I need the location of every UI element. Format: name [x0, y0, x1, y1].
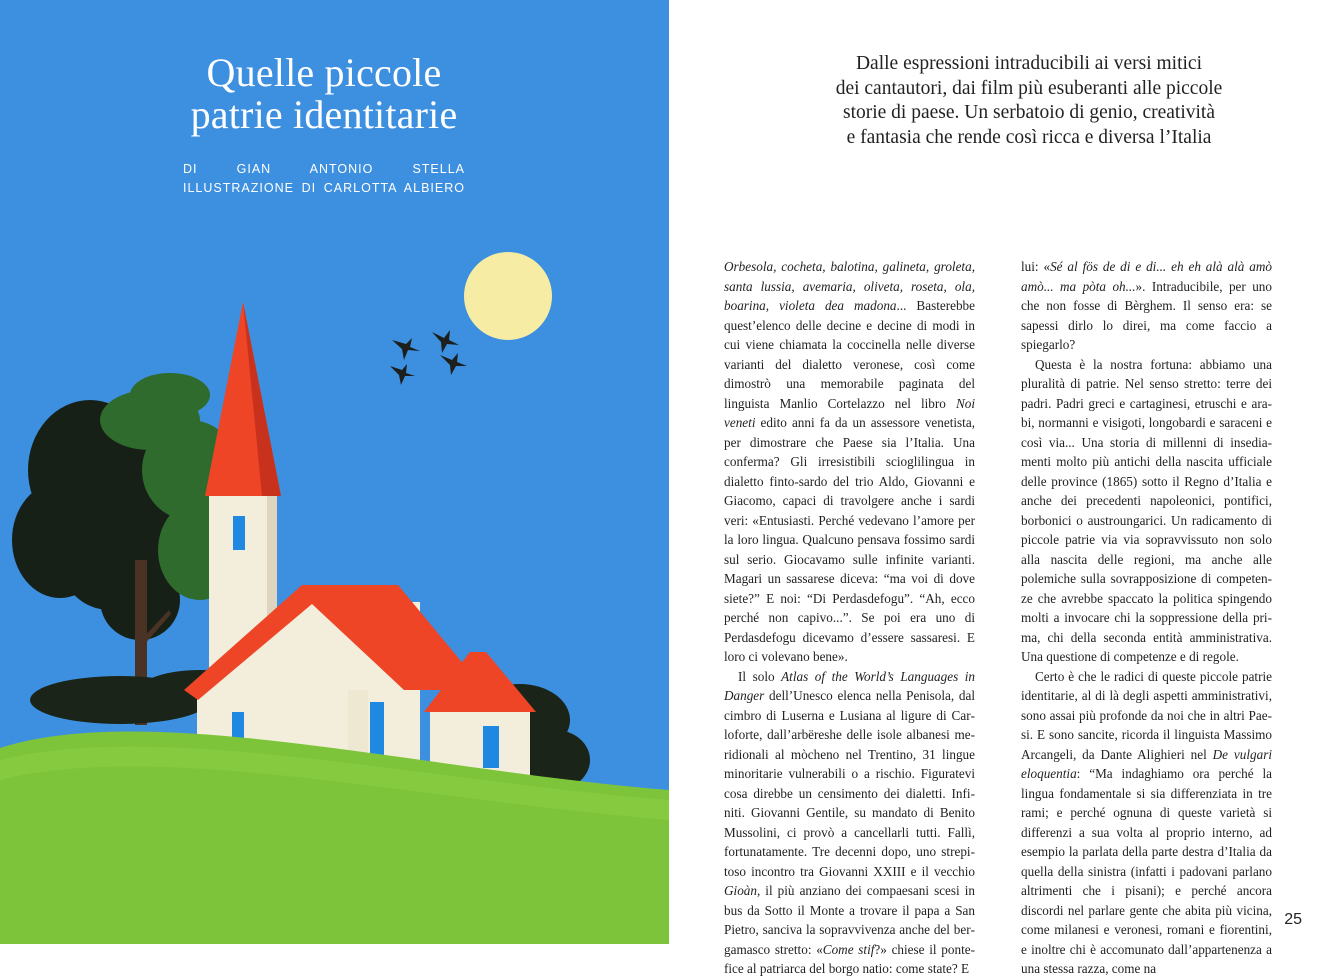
body-paragraph: Certo è che le radici di queste piccole patrie identitarie, al di là degli aspetti amministrativi, sono assai più profonde da noi che in altri Paesi. E sono sancite, ricorda il linguista Massimo Arcangeli, da Dante Alighieri nel De vulgari eloquentia: “Ma indaghiamo ora perché la lingua fondamentale si sia differenziata in tre rami; e perché ognuna di queste varietà si differenzi a sua volta al proprio interno, ad esempio la parlata della parte destra d’Italia da quella della sinistra (infatti i padovani parlano altrimenti che i pisani); e perché ancora discordi nel parlare gente che abita più vicina, come milanesi e veronesi, romani e fiorentini, e inoltre chi è accomunato dall’appartenenza a una stessa razza, come na	[1021, 668, 1272, 976]
body-paragraph: lui: «Sé al fös de di e di... eh eh alà alà amò amò... ma pòta oh...». Intraducibile, per uno che non fosse di Bèrghem. Il senso era: se sapessi dirlo lo direi, ma come faccio a spiegarlo?	[1021, 259, 1272, 352]
body-paragraph: Il solo Atlas of the World’s Languages in Danger dell’Unesco elenca nella Penisola, dal cimbro di Luserna e Lusiana al ligure di Carloforte, dall’arbëreshe delle isole albanesi meridionali al mòcheno nel Trentino, 31 lingue minoritarie vulnerabili o a rischio. Figuratevi cosa direbbe un censimento dei dialetti. Infiniti. Giovanni Gentile, su mandato di Benito Mussolini, ci provò a cancellarli tutti. Fallì, fortunatamente. Tre decenni dopo, uno strepitoso incontro tra Giovanni XXIII e il vecchio Gioàn, il più anziano dei compaesani scesi in bus da Sotto il Monte a trovare il papa a San Pietro, sanciva la sopravvivenza anche del bergamasco stretto: «Come stif?» chiese il pontefice al patriarca del borgo natio: come state? E	[724, 668, 975, 976]
title-line-2: patrie identitarie	[190, 92, 458, 137]
body-column-2	[1021, 257, 1272, 979]
standfirst-line: storie di paese. Un serbatoio di genio, creatività	[842, 102, 1215, 123]
page-number: 25	[1284, 911, 1302, 928]
standfirst-line: dei cantautori, dai film più esuberanti alle piccole	[835, 77, 1223, 99]
standfirst-line: Dalle espressioni intraducibili ai versi mitici	[855, 53, 1203, 74]
body-paragraph: Questa è la nostra fortuna: abbiamo una pluralità di patrie. Nel senso stretto: terre dei padri. Padri greci e cartaginesi, etruschi e arabi, normanni e visigoti, longobardi e saraceni e così via... Una storia di millenni di insediamenti molto più antichi della nascita ufficiale delle province (1865) sotto il Regno d’Italia e anche dei precedenti napoleonici, pontifici, borbonici o austroungarici. Un radicamento di piccole patrie via via sopravvissuto non solo alla nascita delle regioni, ma anche alle polemiche sulla sovrapposizione di competenze che avrebbe spaccato la politica spingendo molti a invocare chi la soppressione della prima, chi della seconda entità amministrativa. Una questione di competenze e di regole.	[1021, 356, 1272, 664]
title-line-1: Quelle piccole	[206, 50, 442, 95]
illustration-credit: ILLUSTRAZIONE DI CARLOTTA ALBIERO	[183, 181, 465, 195]
text-page	[669, 0, 1338, 976]
illustration-page	[0, 0, 669, 944]
standfirst	[779, 52, 1279, 150]
body-paragraph: Orbesola, cocheta, balotina, galineta, groleta, santa lussia, avemaria, oliveta, roseta, ola, boarina, violeta dea madona... Basterebbe quest’elenco delle decine e decine di modi in cui viene chiamata la coccinella nelle diverse varianti del dialetto veronese, così come dimostrò una memorabile paginata del linguista Manlio Cortelazzo nel libro Noi veneti edito anni fa da un assessore venetista, per dimostrare che Paese sia l’Italia. Una conferma? Gli irresistibili scioglilingua in dialetto finto-sardo del trio Aldo, Giovanni e Giacomo, capaci di travolgere anche i sardi veri: «Entusiasti. Perché vedevano l’amore per la loro lingua. Qualcuno pensava fossimo sardi sul serio. Giocavamo sulle infinite varianti. Magari un sassarese diceva: “ma voi di dove siete?” E noi: “Di Perdasdefogu”. “Ah, ecco perché non capivo...”. Se poi era uno di Perdasdefogu dicevamo d’essere sassaresi. E loro ci volevano bene».	[724, 259, 975, 664]
byline: DI GIAN ANTONIO STELLA	[183, 162, 465, 176]
church-illustration	[0, 0, 669, 944]
article-title	[0, 52, 648, 136]
standfirst-line: e fantasia che rende così ricca e diversa l’Italia	[846, 126, 1212, 148]
body-column-1	[724, 257, 975, 979]
